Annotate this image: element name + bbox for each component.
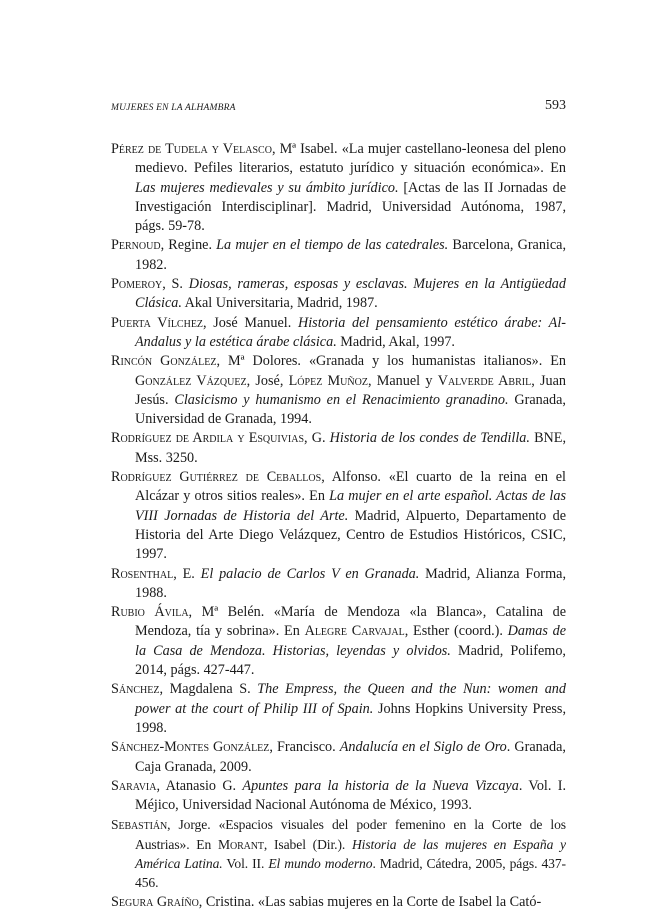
bib-author: Rodríguez de Ardila y Esquivias: [111, 430, 305, 447]
bib-entry: [111, 565, 566, 604]
bib-text: Madrid, Polifemo, 2014, págs. 427-447.: [135, 642, 566, 679]
bib-text: [Actas de las II Jornadas de Investigación Interdisciplinar]. Madrid, Universidad Autónoma, 1987, págs. 59-78.: [135, 179, 566, 235]
bib-text: «Las sabias mujeres en la Corte de Isabel la Cató-: [257, 893, 542, 910]
bib-author: Alegre Carvajal: [304, 623, 405, 640]
bib-entry: [111, 815, 566, 892]
bib-title: Historia del pensamiento estético árabe: Al-Andalus y la estética árabe clásica.: [135, 314, 566, 350]
bib-text: Madrid, Akal, 1997.: [336, 333, 455, 350]
bib-entry: [111, 777, 566, 816]
bib-author: Valverde Abril: [437, 372, 532, 389]
bib-entry: [111, 468, 566, 564]
running-title: MUJERES EN LA ALHAMBRA: [111, 103, 236, 113]
bib-text: , S.: [162, 276, 189, 293]
bib-text: , Juan Jesús.: [135, 372, 566, 408]
bib-author: Puerta Vílchez: [111, 314, 204, 331]
bib-title: Diosas, rameras, esposas y esclavas. Mujeres en la Antigüedad Clásica.: [135, 276, 566, 312]
bib-author: Segura Graíño: [111, 893, 199, 910]
bib-author: Morant: [217, 836, 264, 852]
bib-author: López Muñoz: [288, 372, 368, 389]
bib-text: . Granada, Caja Granada, 2009.: [135, 739, 566, 775]
bib-author: Rincón González: [111, 353, 217, 370]
bib-entry: [111, 140, 566, 236]
bib-entry: [111, 680, 566, 738]
bib-entry: [111, 429, 566, 468]
bib-title: Clasicismo y humanismo en el Renacimiento granadino.: [174, 391, 509, 408]
bib-author: Pérez de Tudela y Velasco: [111, 141, 272, 157]
bib-author: Sánchez-Montes González: [111, 739, 270, 756]
bib-author: Saravia: [111, 777, 157, 794]
bib-text: , Alfonso.: [321, 469, 389, 486]
bib-entry: [111, 893, 566, 912]
bib-author: Rubio Ávila: [111, 604, 189, 621]
bib-title: El mundo moderno: [268, 855, 373, 871]
bib-text: «La mujer castellano-leonesa del pleno medievo. Pefiles literarios, estatuto jurídico y situación económica». En: [135, 141, 566, 177]
bibliography-list: [111, 140, 566, 912]
bib-text: , Mª Dolores. «Granada y los humanistas italianos». En: [216, 353, 566, 370]
bib-text: Madrid, Alianza Forma, 1988.: [135, 565, 567, 601]
bib-title: Damas de la Casa de Mendoza. Historias, leyendas y olvidos.: [135, 623, 567, 659]
bib-title: La mujer en el arte español. Actas de las VIII Jornadas de Historia del Arte.: [135, 488, 566, 524]
bib-title: Las mujeres medievales y su ámbito jurídico.: [135, 179, 399, 196]
page-number: 593: [545, 98, 566, 113]
bib-author: Pomeroy: [111, 276, 163, 293]
bib-text: Barcelona, Granica, 1982.: [135, 237, 567, 273]
bib-text: , Regine.: [160, 237, 217, 254]
bib-text: , Isabel (Dir.).: [263, 836, 352, 852]
bib-text: , Magdalena S.: [159, 681, 258, 698]
bib-entry: [111, 603, 566, 680]
bib-title: Andalucía en el Siglo de Oro: [339, 739, 507, 756]
bib-entry: [111, 314, 566, 353]
bib-text: Vol. II.: [222, 855, 269, 871]
bib-text: , Mª Isabel.: [271, 141, 342, 157]
bib-text: , Mª Belén. «María de Mendoza «la Blanca», Catalina de Mendoza, tía y sobrina». En: [135, 604, 566, 640]
bib-text: BNE, Mss. 3250.: [135, 430, 566, 466]
bib-text: , José Manuel.: [203, 314, 298, 331]
bib-text: , Manuel y: [367, 372, 438, 389]
bib-text: . Vol. I. Méjico, Universidad Nacional Autónoma de México, 1993.: [135, 777, 566, 814]
bib-entry: [111, 236, 566, 275]
bib-text: , G.: [304, 430, 330, 447]
bib-text: , Jorge. «Espacios visuales del poder femenino en la Corte de los Austrias». En: [135, 817, 566, 852]
bib-text: . Madrid, Cátedra, 2005, págs. 437-456.: [135, 855, 566, 891]
bib-text: Granada, Universidad de Granada, 1994.: [135, 391, 566, 428]
bib-entry: [111, 738, 566, 777]
bib-text: Madrid, Alpuerto, Departamento de Historia del Arte Diego Velázquez, Centro de Estudios Históricos, CSIC, 1997.: [135, 507, 566, 563]
bib-author: González Vázquez: [135, 372, 247, 389]
bib-text: , Cristina.: [198, 893, 258, 910]
bib-author: Rosenthal: [111, 565, 174, 582]
bib-author: Sánchez: [111, 681, 160, 698]
bib-author: Rodríguez Gutiérrez de Ceballos: [111, 469, 322, 486]
bib-title: Historia de las mujeres en España y América Latina.: [135, 836, 566, 871]
bib-title: El palacio de Carlos V en Granada.: [200, 565, 420, 582]
bib-text: , Francisco.: [269, 739, 340, 756]
bib-text: Johns Hopkins University Press, 1998.: [135, 700, 566, 736]
bib-text: «El cuarto de la reina en el Alcázar y otros sitios reales». En: [135, 469, 566, 505]
bib-text: , Esther (coord.).: [404, 623, 508, 640]
bib-title: Historia de los condes de Tendilla.: [329, 430, 530, 447]
bib-title: The Empress, the Queen and the Nun: women and power at the court of Philip III of Spain.: [135, 681, 566, 717]
bib-text: , Atanasio G.: [156, 777, 243, 794]
bib-title: Apuntes para la historia de la Nueva Vizcaya: [242, 777, 519, 794]
bib-text: , José,: [246, 372, 289, 389]
bib-title: La mujer en el tiempo de las catedrales.: [216, 237, 449, 254]
bib-author: Pernoud: [111, 237, 161, 254]
bib-entry: [111, 275, 566, 314]
bib-text: Akal Universitaria, Madrid, 1987.: [181, 295, 378, 312]
bib-author: Sebastián: [111, 817, 168, 833]
bib-text: , E.: [173, 565, 201, 582]
bib-entry: [111, 352, 566, 429]
